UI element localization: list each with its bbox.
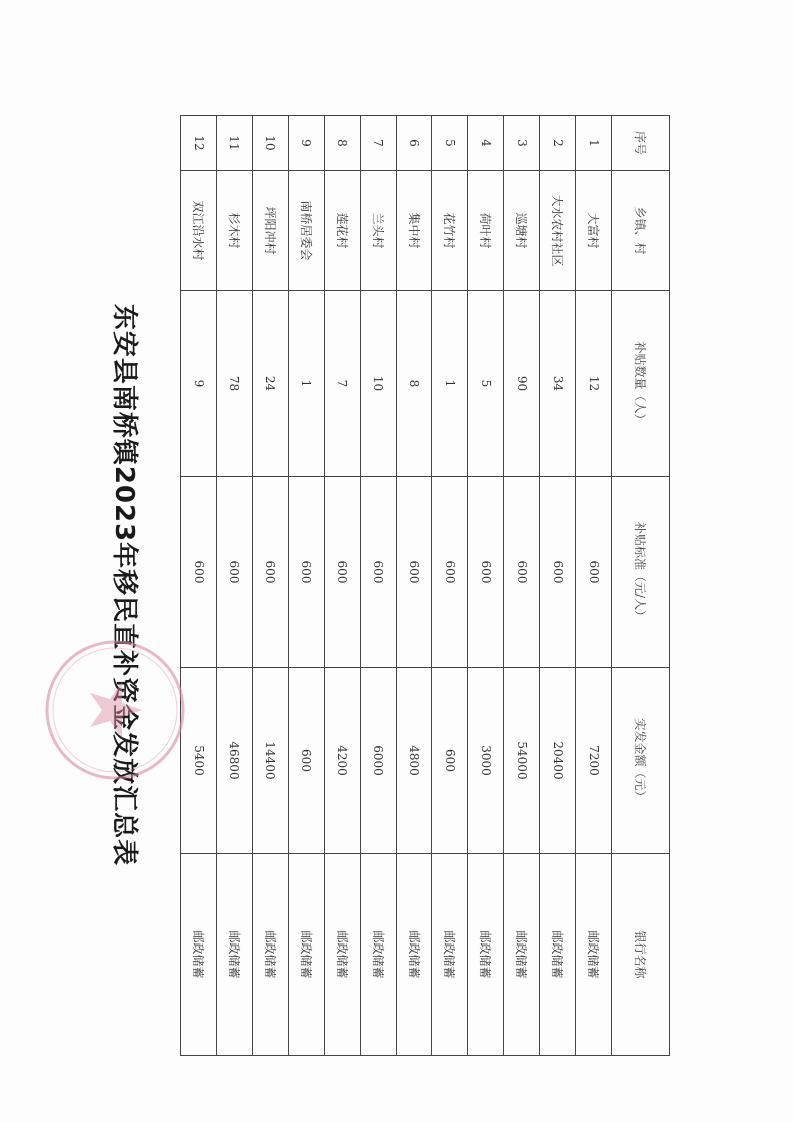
table-row (360, 116, 396, 1056)
row-standard: 600 (396, 477, 432, 668)
row-index: 4 (468, 116, 504, 171)
table-header-row (612, 116, 670, 1056)
table-row (252, 116, 288, 1056)
row-bank: 邮政储蓄 (217, 854, 253, 1056)
table-row (576, 116, 612, 1056)
row-village: 双江沿水村 (181, 171, 217, 291)
row-count: 1 (432, 291, 468, 477)
row-index: 1 (576, 116, 612, 171)
header-bank: 银行名称 (612, 854, 670, 1056)
row-index: 11 (217, 116, 253, 171)
row-village: 莲花村 (324, 171, 360, 291)
row-standard: 600 (504, 477, 540, 668)
row-bank: 邮政储蓄 (252, 854, 288, 1056)
row-amount: 600 (288, 668, 324, 854)
table-row (468, 116, 504, 1056)
row-standard: 600 (468, 477, 504, 668)
row-count: 9 (181, 291, 217, 477)
row-bank: 邮政储蓄 (288, 854, 324, 1056)
row-bank: 邮政储蓄 (324, 854, 360, 1056)
row-count: 90 (504, 291, 540, 477)
row-amount: 600 (432, 668, 468, 854)
title-text: 东安县南桥镇2023年移民直补资金发放汇总表 (109, 303, 139, 867)
row-amount: 5400 (181, 668, 217, 854)
header-amount: 实发金额（元） (612, 668, 670, 854)
row-bank: 邮政储蓄 (540, 854, 576, 1056)
row-count: 34 (540, 291, 576, 477)
row-index: 9 (288, 116, 324, 171)
row-index: 10 (252, 116, 288, 171)
row-amount: 6000 (360, 668, 396, 854)
table-row (432, 116, 468, 1056)
row-index: 12 (181, 116, 217, 171)
row-village: 坪阳冲村 (252, 171, 288, 291)
row-amount: 3000 (468, 668, 504, 854)
row-index: 8 (324, 116, 360, 171)
table-row (181, 116, 217, 1056)
table-body (181, 116, 612, 1056)
row-standard: 600 (252, 477, 288, 668)
row-standard: 600 (576, 477, 612, 668)
row-amount: 7200 (576, 668, 612, 854)
row-count: 8 (396, 291, 432, 477)
row-index: 3 (504, 116, 540, 171)
row-village: 荷叶村 (468, 171, 504, 291)
row-village: 南桥居委会 (288, 171, 324, 291)
document-title (101, 115, 145, 1055)
row-village: 集中村 (396, 171, 432, 291)
row-standard: 600 (324, 477, 360, 668)
row-amount: 4200 (324, 668, 360, 854)
row-index: 2 (540, 116, 576, 171)
row-count: 7 (324, 291, 360, 477)
row-bank: 邮政储蓄 (396, 854, 432, 1056)
row-bank: 邮政储蓄 (576, 854, 612, 1056)
row-amount: 4800 (396, 668, 432, 854)
row-standard: 600 (360, 477, 396, 668)
row-standard: 600 (432, 477, 468, 668)
row-bank: 邮政储蓄 (468, 854, 504, 1056)
row-amount: 46800 (217, 668, 253, 854)
row-village: 巡塘村 (504, 171, 540, 291)
table-row (504, 116, 540, 1056)
row-bank: 邮政储蓄 (181, 854, 217, 1056)
table-row (217, 116, 253, 1056)
row-standard: 600 (540, 477, 576, 668)
row-standard: 600 (288, 477, 324, 668)
row-index: 5 (432, 116, 468, 171)
table-row (540, 116, 576, 1056)
row-village: 兰头村 (360, 171, 396, 291)
row-bank: 邮政储蓄 (432, 854, 468, 1056)
row-standard: 600 (181, 477, 217, 668)
row-count: 5 (468, 291, 504, 477)
subsidy-table (180, 115, 670, 1056)
row-amount: 54000 (504, 668, 540, 854)
table-row (288, 116, 324, 1056)
header-village: 乡镇、村 (612, 171, 670, 291)
row-amount: 20400 (540, 668, 576, 854)
row-count: 10 (360, 291, 396, 477)
row-count: 1 (288, 291, 324, 477)
header-standard: 补贴标准（元/人） (612, 477, 670, 668)
row-standard: 600 (217, 477, 253, 668)
row-village: 大水农村社区 (540, 171, 576, 291)
header-index: 序号 (612, 116, 670, 171)
row-index: 7 (360, 116, 396, 171)
row-count: 24 (252, 291, 288, 477)
table-row (324, 116, 360, 1056)
row-amount: 14400 (252, 668, 288, 854)
row-village: 杉木村 (217, 171, 253, 291)
row-count: 12 (576, 291, 612, 477)
row-count: 78 (217, 291, 253, 477)
row-index: 6 (396, 116, 432, 171)
rotated-content (109, 115, 670, 1055)
row-village: 花竹村 (432, 171, 468, 291)
row-village: 大富村 (576, 171, 612, 291)
row-bank: 邮政储蓄 (504, 854, 540, 1056)
header-count: 补贴数量（人） (612, 291, 670, 477)
row-bank: 邮政储蓄 (360, 854, 396, 1056)
table-row (396, 116, 432, 1056)
